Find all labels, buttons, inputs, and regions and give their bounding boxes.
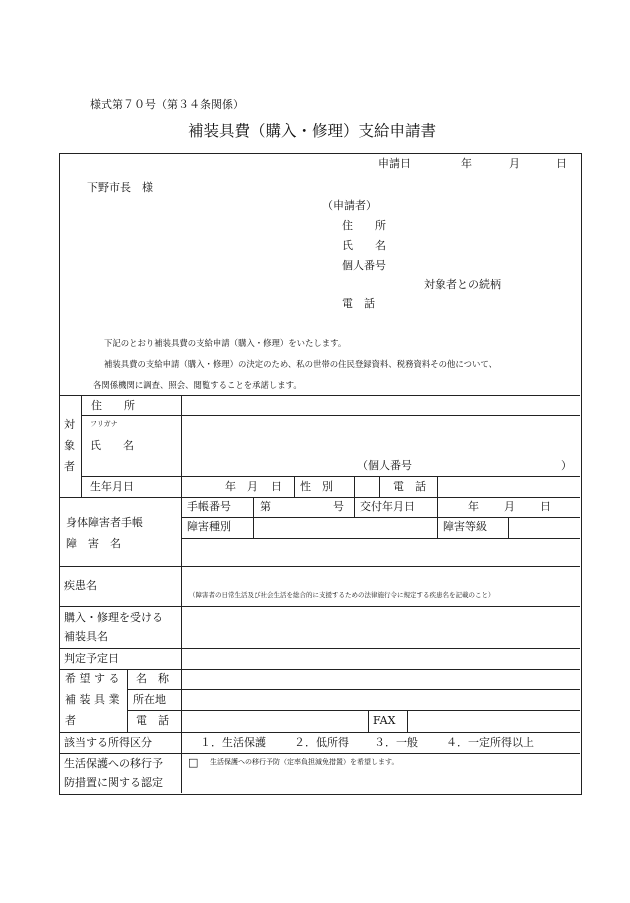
birth-month-label: 月 [247, 480, 258, 493]
disability-grade-label: 障害等級 [443, 520, 487, 533]
rule-income-bottom [59, 753, 580, 754]
application-day-label: 日 [556, 157, 567, 170]
statement-3: 各関係機関に調査、照会、閲覧することを承諾します。 [93, 380, 302, 390]
issue-date-label: 交付年月日 [360, 500, 415, 513]
device-label-1: 購入・修理を受ける [64, 611, 163, 624]
rule-phone-right [437, 476, 438, 497]
subject-personal-number-open: （個人番号 [357, 459, 412, 472]
rule-vendor-bottom [59, 732, 580, 733]
application-date-label: 申請日 [378, 157, 411, 170]
rule-vendor-1 [127, 689, 580, 690]
welfare-text: 生活保護への移行予防（定率負担減免措置）を希望します。 [210, 758, 399, 766]
rule-table-top [59, 395, 580, 396]
application-year-label: 年 [461, 157, 472, 170]
rule-phone-left [379, 476, 380, 497]
application-month-label: 月 [509, 157, 520, 170]
subject-furigana-label: フリガナ [90, 420, 118, 428]
rule-device-bottom [59, 648, 580, 649]
applicant-address-label: 住 所 [342, 219, 386, 232]
rule-handbook-number [253, 497, 254, 538]
income-option-4: ４．一定所得以上 [446, 736, 534, 749]
handbook-number-prefix: 第 [260, 500, 271, 513]
subject-side-2: 象 [64, 439, 75, 452]
statement-1: 下記のとおり補装具費の支給申請（購入・修理）をいたします。 [104, 338, 347, 348]
subject-address-label: 住 所 [91, 399, 135, 412]
device-label-2: 補装具名 [64, 630, 108, 643]
rule-handbook-2 [181, 538, 580, 539]
issue-month-label: 月 [504, 500, 515, 513]
subject-side-3: 者 [64, 460, 75, 473]
birthdate-label: 生年月日 [90, 480, 134, 493]
income-option-1: １．生活保護 [200, 736, 266, 749]
subject-phone-label: 電 話 [393, 480, 426, 493]
subject-name-label: 氏 名 [90, 439, 134, 452]
income-option-2: ２．低所得 [294, 736, 349, 749]
addressee: 下野市長 様 [87, 181, 153, 194]
disease-label: 疾患名 [64, 579, 97, 592]
relationship-label: 対象者との続柄 [424, 278, 501, 291]
rule-sex-left [294, 476, 295, 497]
handbook-label: 身体障害者手帳 [66, 516, 143, 529]
issue-year-label: 年 [468, 500, 479, 513]
vendor-label-3: 者 [65, 714, 76, 727]
rule-handbook-1 [181, 517, 580, 518]
rule-vendor-2 [127, 710, 580, 711]
form-number: 様式第７０号（第３４条関係） [90, 98, 244, 111]
subject-side-1: 対 [64, 418, 75, 431]
rule-grade [508, 517, 509, 538]
income-option-3: ３．一般 [374, 736, 418, 749]
rule-subject-name [81, 476, 580, 477]
vendor-location-label: 所在地 [133, 693, 166, 706]
income-label: 該当する所得区分 [64, 736, 152, 749]
applicant-phone-label: 電 話 [342, 297, 375, 310]
judgment-label: 判定予定日 [64, 652, 119, 665]
applicant-personal-number-label: 個人番号 [342, 259, 386, 272]
vendor-fax-label: FAX [373, 714, 396, 727]
rule-handbook-bottom [59, 566, 580, 567]
rule-label-column [181, 395, 182, 793]
welfare-label-1: 生活保護への移行予 [64, 757, 163, 770]
rule-vendor-column [127, 669, 128, 732]
rule-issue-date [354, 497, 355, 517]
rule-fax-left [368, 710, 369, 732]
vendor-label-2: 補 装 具 業 [65, 693, 120, 706]
form-title: 補装具費（購入・修理）支給申請書 [188, 122, 437, 140]
welfare-checkbox[interactable]: □ [188, 756, 199, 769]
rule-subject-side [81, 395, 82, 497]
disability-type-label: 障害種別 [187, 520, 231, 533]
birth-year-label: 年 [225, 480, 236, 493]
disease-note: （障害者の日常生活及び社会生活を総合的に支援するための法律施行令に規定する疾患名を記載のこと） [189, 591, 495, 599]
applicant-heading: （申請者） [322, 199, 377, 212]
statement-2: 補装具費の支給申請（購入・修理）の決定のため、私の世帯の住民登録資料、税務資料その他について、 [104, 359, 497, 369]
handbook-number-label: 手帳番号 [187, 500, 231, 513]
handbook-number-suffix: 号 [333, 500, 344, 513]
rule-disease-bottom [59, 606, 580, 607]
disability-name-label: 障 害 名 [66, 537, 121, 550]
vendor-name-label: 名 称 [136, 672, 169, 685]
rule-issue-value [437, 497, 438, 538]
subject-personal-number-close: ） [561, 459, 572, 472]
issue-day-label: 日 [540, 500, 551, 513]
rule-sex-right [354, 476, 355, 497]
welfare-label-2: 防措置に関する認定 [64, 776, 163, 789]
rule-subject-bottom [59, 497, 580, 498]
rule-judgment-bottom [59, 669, 580, 670]
rule-subject-address [81, 415, 580, 416]
rule-fax-right [407, 710, 408, 732]
sex-label: 性 別 [300, 480, 333, 493]
applicant-name-label: 氏 名 [342, 239, 386, 252]
birth-day-label: 日 [271, 480, 282, 493]
vendor-phone-label: 電 話 [136, 714, 169, 727]
vendor-label-1: 希 望 す る [65, 672, 120, 685]
